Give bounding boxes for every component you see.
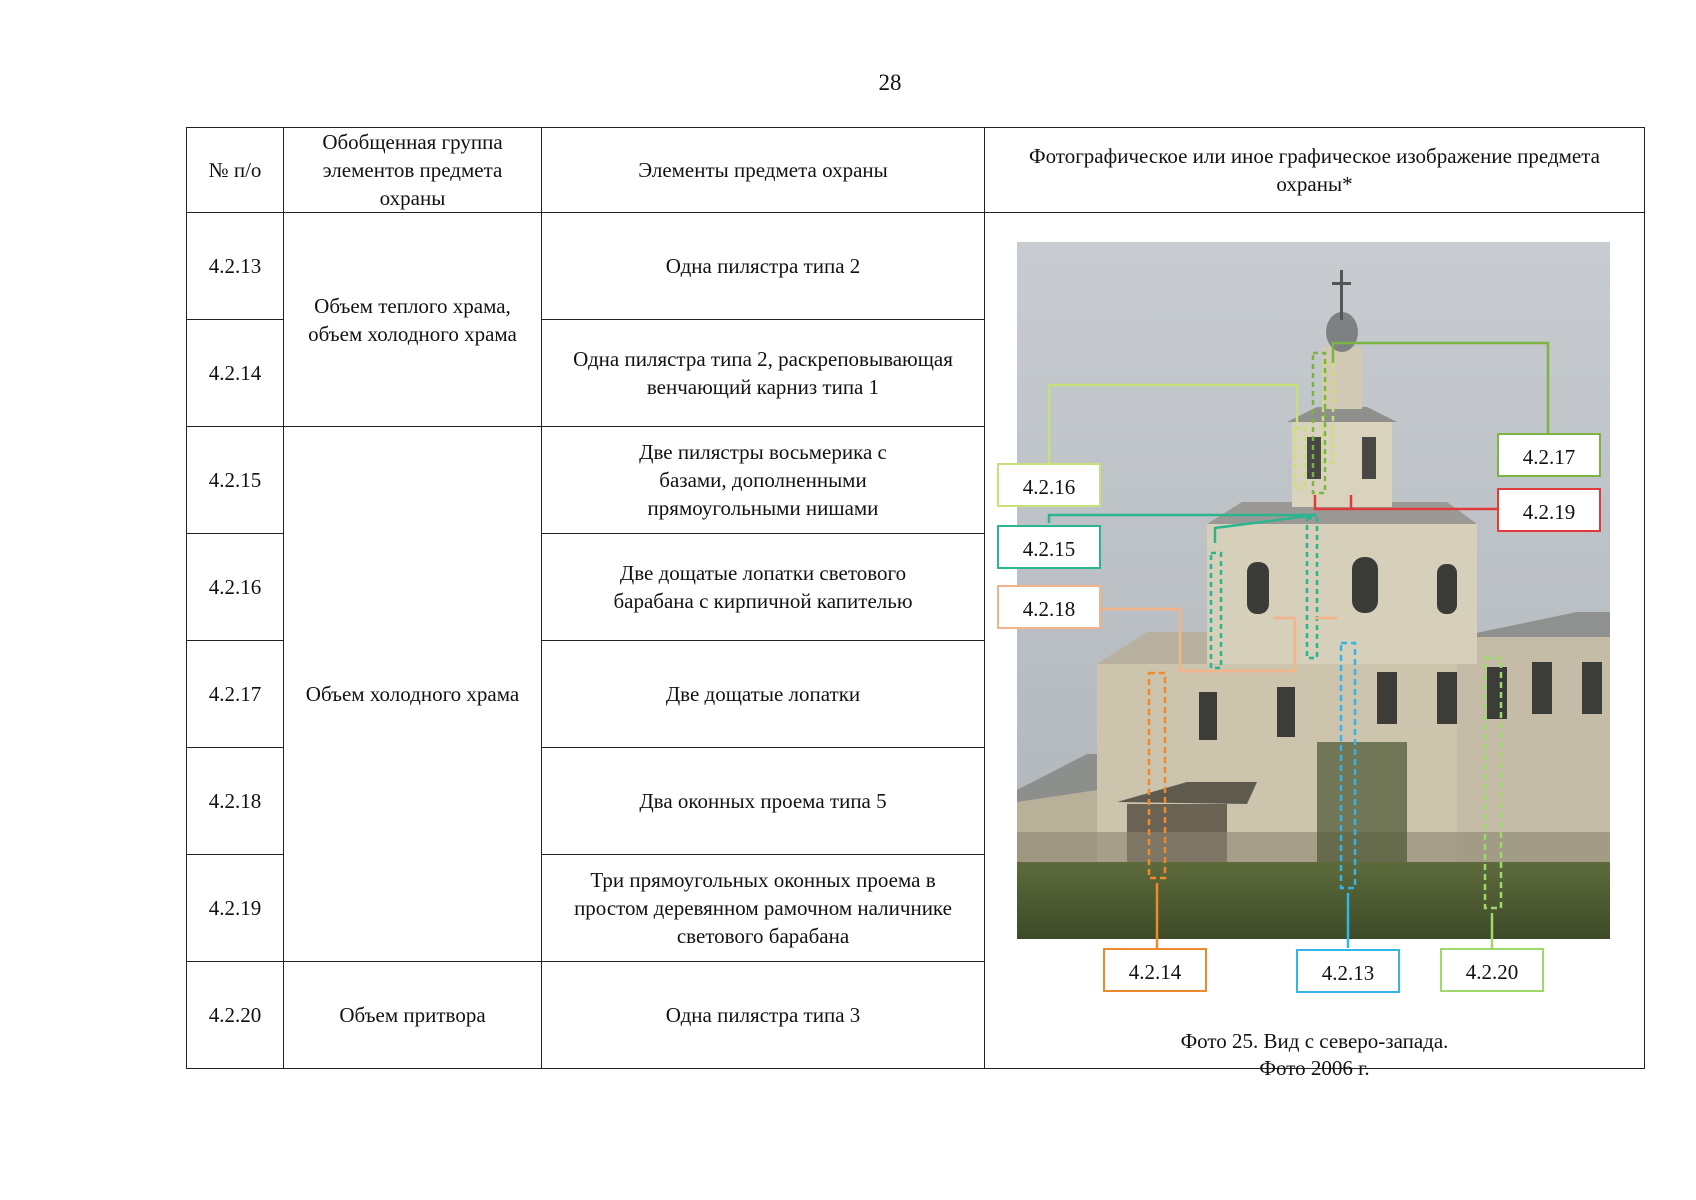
row-number: 4.2.16	[187, 534, 284, 641]
callout-4-2-19: 4.2.19	[1497, 488, 1601, 532]
row-number: 4.2.15	[187, 427, 284, 534]
row-number: 4.2.13	[187, 213, 284, 320]
element-cell: Две дощатые лопатки светового барабана с кирпичной капителью	[542, 534, 985, 641]
photo-area	[985, 213, 1644, 1080]
church-photo	[1017, 242, 1610, 939]
table-header-row	[187, 128, 1645, 213]
group-cell: Объем притвора	[284, 962, 542, 1069]
element-cell: Одна пилястра типа 3	[542, 962, 985, 1069]
callout-4-2-16: 4.2.16	[997, 463, 1101, 507]
callout-4-2-15: 4.2.15	[997, 525, 1101, 569]
element-cell: Три прямоугольных оконных проема в простом деревянном рамочном наличнике светового барабана	[542, 855, 985, 962]
caption-line-1: Фото 25. Вид с северо-запада.	[1180, 1029, 1449, 1053]
element-cell: Две дощатые лопатки	[542, 641, 985, 748]
heritage-elements-table	[186, 127, 1645, 1080]
element-cell: Одна пилястра типа 2, раскреповывающая венчающий карниз типа 1	[542, 320, 985, 427]
callout-4-2-20: 4.2.20	[1440, 948, 1544, 992]
row-number: 4.2.18	[187, 748, 284, 855]
caption-line-2: Фото 2006 г.	[1259, 1056, 1370, 1080]
row-number: 4.2.20	[187, 962, 284, 1069]
row-number: 4.2.19	[187, 855, 284, 962]
header-group: Обобщенная группа элементов предмета охраны	[284, 128, 542, 213]
element-cell: Два оконных проема типа 5	[542, 748, 985, 855]
header-image: Фотографическое или иное графическое изображение предмета охраны*	[985, 128, 1645, 213]
photo-caption	[985, 1028, 1644, 1082]
callout-4-2-13: 4.2.13	[1296, 949, 1400, 993]
callout-4-2-14: 4.2.14	[1103, 948, 1207, 992]
element-cell: Одна пилястра типа 2	[542, 213, 985, 320]
header-number: № п/о	[187, 128, 284, 213]
church-photo-image	[1017, 242, 1610, 939]
table-row	[187, 213, 1645, 320]
row-number: 4.2.17	[187, 641, 284, 748]
row-number: 4.2.14	[187, 320, 284, 427]
callout-4-2-17: 4.2.17	[1497, 433, 1601, 477]
element-cell: Две пилястры восьмерика с базами, дополненными прямоугольными нишами	[542, 427, 985, 534]
callout-4-2-18: 4.2.18	[997, 585, 1101, 629]
group-cell: Объем теплого храма, объем холодного храма	[284, 213, 542, 427]
photo-cell	[985, 213, 1645, 1080]
page-number: 28	[878, 70, 902, 95]
group-cell: Объем холодного храма	[284, 427, 542, 962]
header-elements: Элементы предмета охраны	[542, 128, 985, 213]
